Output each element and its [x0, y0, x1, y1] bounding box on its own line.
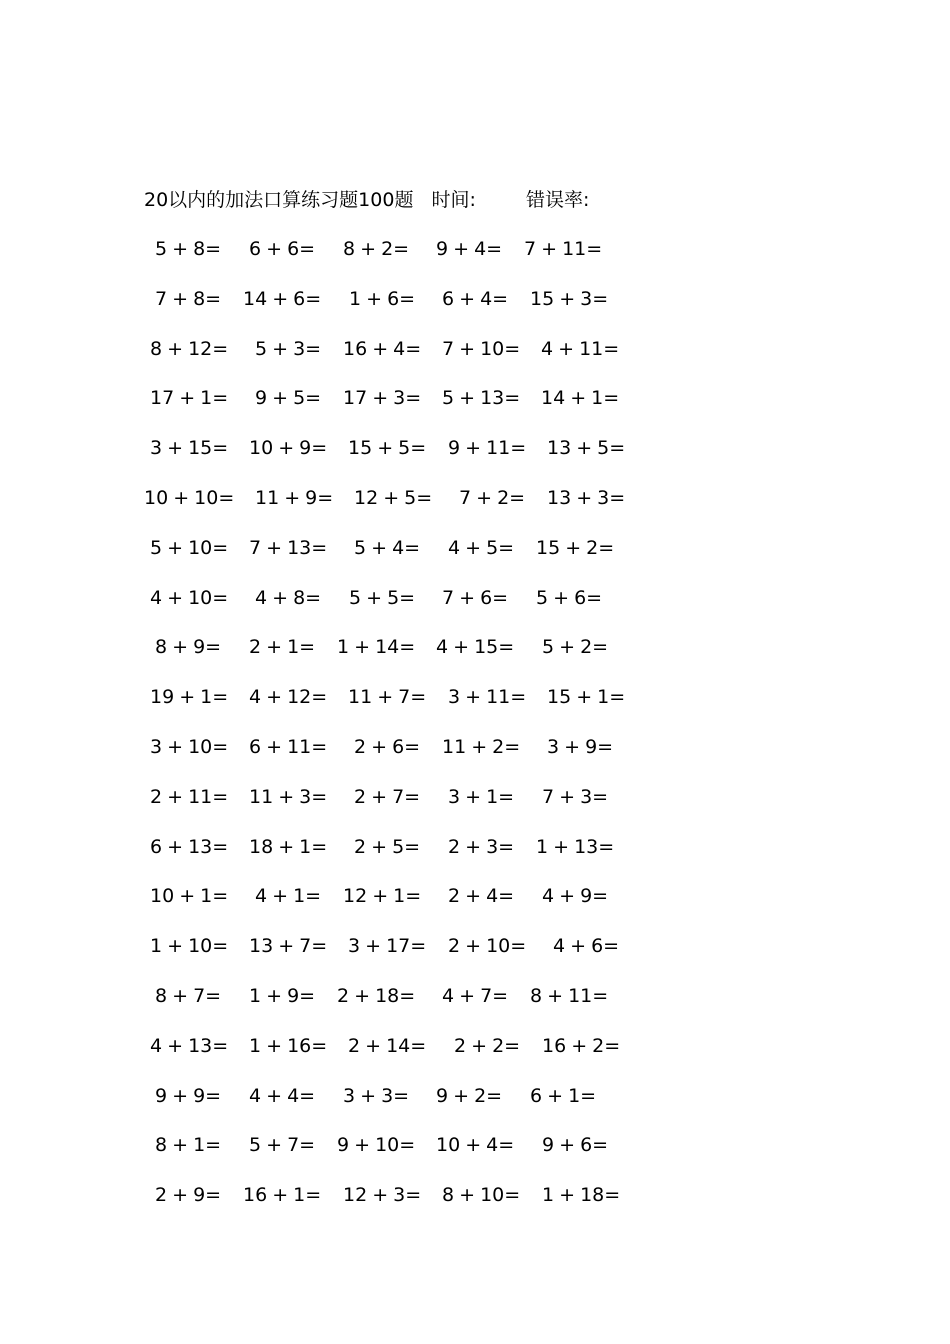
problem-cell: 1 + 6=: [349, 287, 416, 310]
problem-row: [0, 881, 950, 911]
problem-cell: 13 + 3=: [547, 487, 626, 509]
problem-cell: 4 + 10=: [150, 586, 229, 609]
problem-cell: 7 + 10=: [442, 337, 521, 360]
problem-cell: 1 + 9=: [249, 985, 316, 1007]
problem-cell: 8 + 10=: [442, 1184, 521, 1207]
problem-cell: 5 + 5=: [349, 586, 416, 609]
problem-cell: 9 + 11=: [448, 437, 527, 460]
problem-cell: 5 + 8=: [155, 238, 222, 260]
problem-cell: 15 + 1=: [547, 686, 626, 709]
problem-cell: 6 + 11=: [249, 736, 328, 758]
problem-cell: 4 + 1=: [255, 885, 322, 908]
problem-cell: 2 + 5=: [354, 835, 421, 858]
problem-row: [0, 1081, 950, 1111]
problem-row: [0, 682, 950, 712]
problem-row: [0, 383, 950, 413]
problem-row: [0, 433, 950, 463]
problem-row: [0, 981, 950, 1011]
problem-cell: 2 + 7=: [354, 785, 421, 808]
problem-cell: 3 + 17=: [348, 935, 427, 958]
problem-cell: 14 + 6=: [243, 287, 322, 310]
problem-cell: 8 + 9=: [155, 636, 222, 659]
problem-row: [0, 1031, 950, 1061]
problem-cell: 4 + 8=: [255, 586, 322, 609]
problem-cell: 1 + 10=: [150, 935, 229, 958]
problem-row: [0, 583, 950, 613]
problem-cell: 2 + 9=: [155, 1184, 222, 1207]
worksheet-title: 20以内的加法口算练习题100题: [144, 189, 414, 211]
problem-cell: 10 + 4=: [436, 1134, 515, 1157]
problem-cell: 4 + 11=: [541, 337, 620, 360]
problem-cell: 15 + 2=: [536, 536, 615, 559]
problem-cell: 2 + 11=: [150, 785, 229, 808]
problem-cell: 9 + 2=: [436, 1084, 503, 1107]
problem-cell: 10 + 9=: [249, 437, 328, 460]
problem-cell: 16 + 1=: [243, 1184, 322, 1207]
problem-row: [0, 334, 950, 364]
problem-cell: 9 + 4=: [436, 238, 503, 260]
problem-cell: 16 + 2=: [542, 1034, 621, 1057]
problem-cell: 13 + 7=: [249, 935, 328, 958]
problem-cell: 6 + 1=: [530, 1084, 597, 1107]
problem-row: [0, 732, 950, 762]
problem-row: [0, 234, 950, 264]
problem-cell: 1 + 13=: [536, 835, 615, 858]
problem-row: [0, 533, 950, 563]
problem-cell: 7 + 6=: [442, 586, 509, 609]
problem-cell: 2 + 3=: [448, 835, 515, 858]
problem-cell: 12 + 5=: [354, 487, 433, 509]
problem-cell: 5 + 2=: [542, 636, 609, 659]
problem-cell: 8 + 11=: [530, 985, 609, 1007]
problem-cell: 3 + 11=: [448, 686, 527, 709]
problem-cell: 12 + 3=: [343, 1184, 422, 1207]
problem-cell: 8 + 7=: [155, 985, 222, 1007]
problem-cell: 4 + 7=: [442, 985, 509, 1007]
problem-cell: 3 + 10=: [150, 736, 229, 758]
problem-cell: 4 + 4=: [249, 1084, 316, 1107]
problem-cell: 1 + 18=: [542, 1184, 621, 1207]
problem-row: [0, 1180, 950, 1210]
problem-cell: 13 + 5=: [547, 437, 626, 460]
problem-cell: 5 + 7=: [249, 1134, 316, 1157]
problem-cell: 8 + 1=: [155, 1134, 222, 1157]
problem-cell: 5 + 4=: [354, 536, 421, 559]
problem-cell: 4 + 15=: [436, 636, 515, 659]
problem-cell: 6 + 13=: [150, 835, 229, 858]
problem-cell: 2 + 1=: [249, 636, 316, 659]
problem-cell: 3 + 15=: [150, 437, 229, 460]
problem-cell: 5 + 13=: [442, 387, 521, 410]
problem-cell: 2 + 2=: [454, 1034, 521, 1057]
problem-cell: 11 + 2=: [442, 736, 521, 758]
problem-cell: 10 + 1=: [150, 885, 229, 908]
problem-cell: 6 + 6=: [249, 238, 316, 260]
problem-cell: 11 + 9=: [255, 487, 334, 509]
problem-cell: 2 + 14=: [348, 1034, 427, 1057]
problem-cell: 3 + 1=: [448, 785, 515, 808]
problem-cell: 3 + 3=: [343, 1084, 410, 1107]
problem-cell: 10 + 10=: [144, 487, 235, 509]
problem-cell: 2 + 4=: [448, 885, 515, 908]
problem-cell: 5 + 3=: [255, 337, 322, 360]
problem-cell: 11 + 7=: [348, 686, 427, 709]
problem-cell: 12 + 1=: [343, 885, 422, 908]
problem-cell: 2 + 6=: [354, 736, 421, 758]
problem-row: [0, 832, 950, 862]
problem-cell: 4 + 12=: [249, 686, 328, 709]
problem-row: [0, 483, 950, 513]
problem-cell: 15 + 5=: [348, 437, 427, 460]
problem-row: [0, 284, 950, 314]
problem-cell: 2 + 18=: [337, 985, 416, 1007]
problem-cell: 9 + 10=: [337, 1134, 416, 1157]
problem-cell: 16 + 4=: [343, 337, 422, 360]
problem-row: [0, 632, 950, 662]
problem-cell: 9 + 5=: [255, 387, 322, 410]
problem-cell: 3 + 9=: [547, 736, 614, 758]
problem-cell: 7 + 8=: [155, 287, 222, 310]
problem-cell: 2 + 10=: [448, 935, 527, 958]
problem-cell: 7 + 2=: [459, 487, 526, 509]
problem-cell: 7 + 13=: [249, 536, 328, 559]
problem-cell: 9 + 6=: [542, 1134, 609, 1157]
problem-cell: 11 + 3=: [249, 785, 328, 808]
problem-cell: 4 + 13=: [150, 1034, 229, 1057]
problem-cell: 14 + 1=: [541, 387, 620, 410]
problem-cell: 7 + 3=: [542, 785, 609, 808]
problem-cell: 4 + 6=: [553, 935, 620, 958]
problem-cell: 4 + 9=: [542, 885, 609, 908]
problem-cell: 7 + 11=: [524, 238, 603, 260]
problem-cell: 5 + 6=: [536, 586, 603, 609]
problem-cell: 1 + 14=: [337, 636, 416, 659]
problem-row: [0, 1130, 950, 1160]
problem-cell: 17 + 3=: [343, 387, 422, 410]
problem-row: [0, 782, 950, 812]
problem-cell: 6 + 4=: [442, 287, 509, 310]
problem-cell: 5 + 10=: [150, 536, 229, 559]
problem-cell: 1 + 16=: [249, 1034, 328, 1057]
time-label: 时间:: [431, 189, 476, 211]
problem-cell: 17 + 1=: [150, 387, 229, 410]
problem-cell: 4 + 5=: [448, 536, 515, 559]
problem-cell: 15 + 3=: [530, 287, 609, 310]
problem-cell: 18 + 1=: [249, 835, 328, 858]
problem-cell: 8 + 2=: [343, 238, 410, 260]
problem-cell: 9 + 9=: [155, 1084, 222, 1107]
problem-cell: 19 + 1=: [150, 686, 229, 709]
problem-cell: 8 + 12=: [150, 337, 229, 360]
error-rate-label: 错误率:: [525, 189, 590, 211]
problem-row: [0, 931, 950, 961]
